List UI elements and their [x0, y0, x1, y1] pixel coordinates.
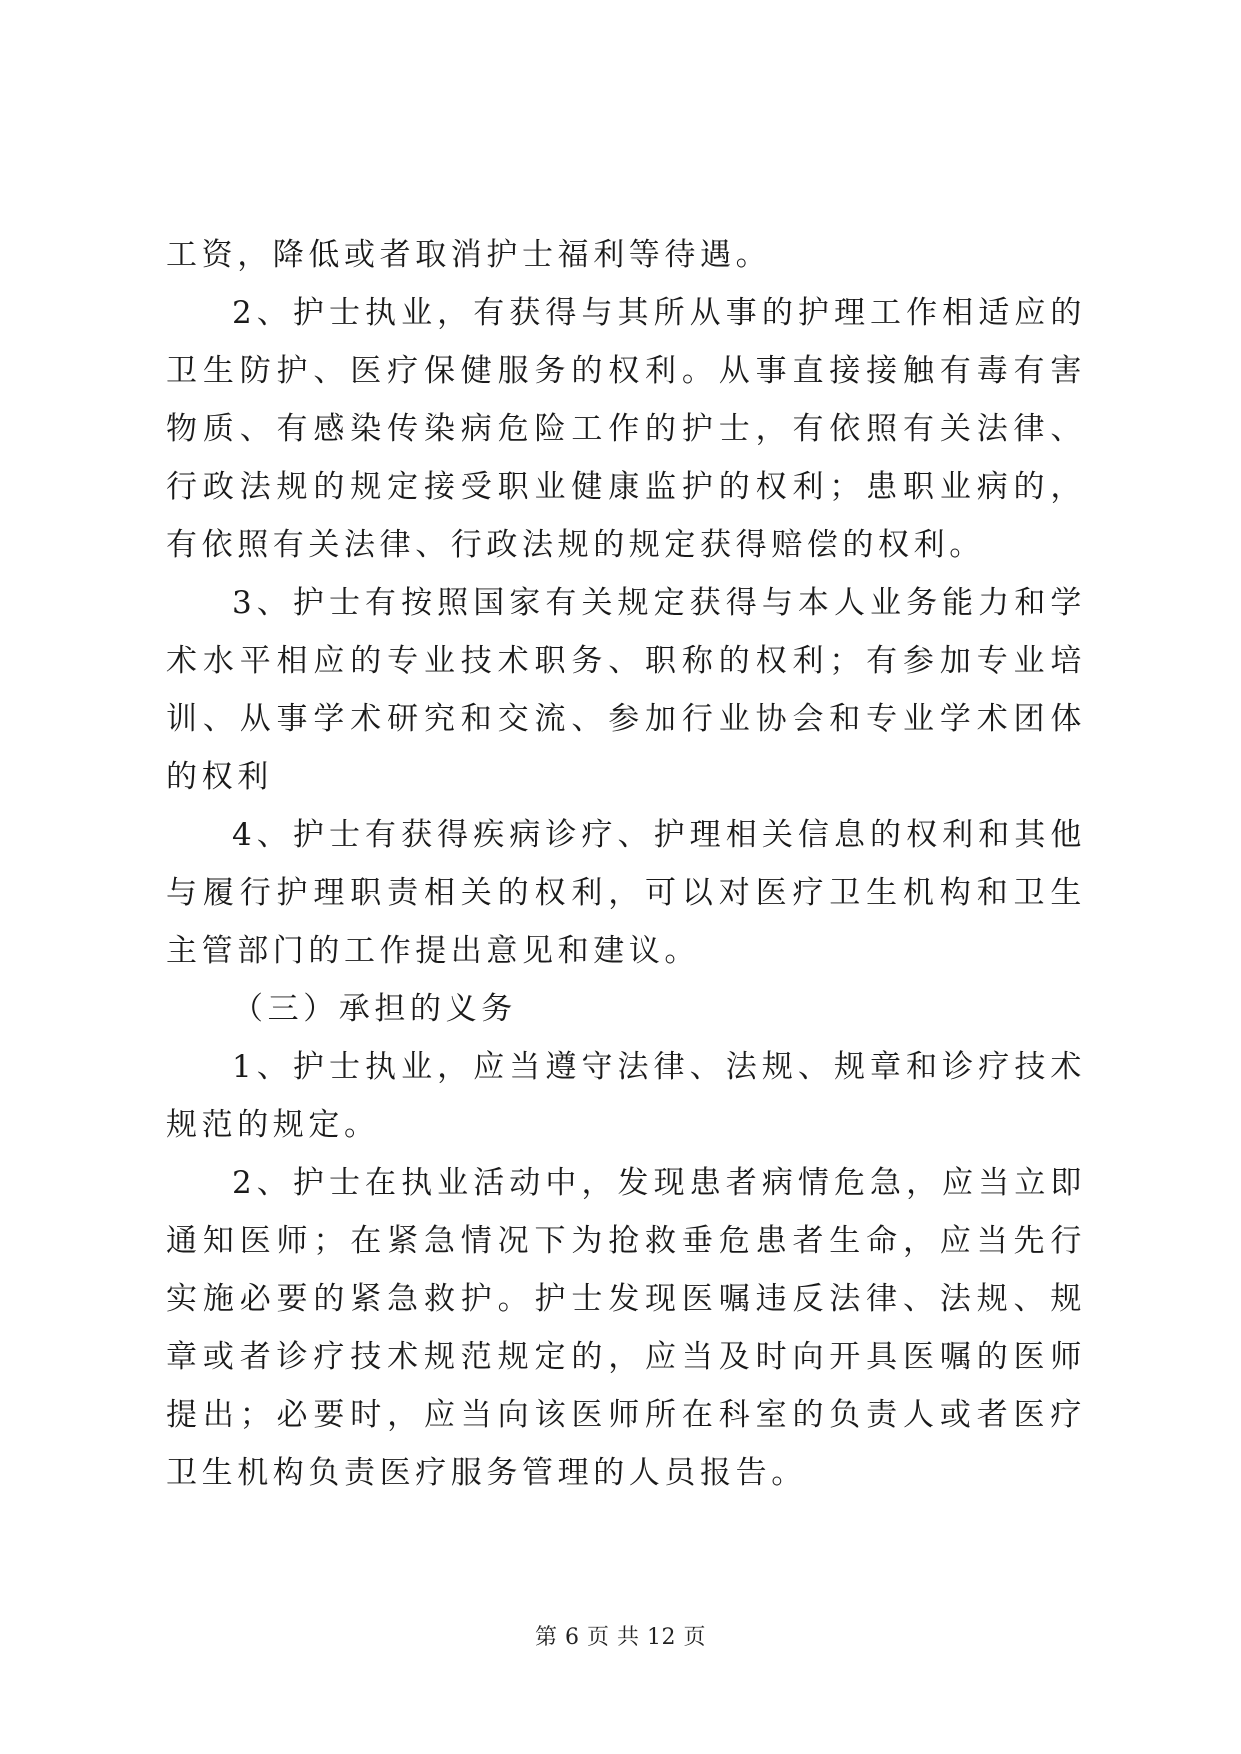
- page-footer: [0, 1620, 1241, 1651]
- paragraph-right-4: 4、护士有获得疾病诊疗、护理相关信息的权利和其他与履行护理职责相关的权利，可以对医疗卫生机构和卫生主管部门的工作提出意见和建议。: [166, 817, 1086, 969]
- section-heading-obligations: （三）承担的义务: [232, 991, 517, 1027]
- paragraph-obligation-2: 2、护士在执业活动中，发现患者病情危急，应当立即通知医师；在紧急情况下为抢救垂危患者生命，应当先行实施必要的紧急救护。护士发现医嘱违反法律、法规、规章或者诊疗技术规范规定的，应当及时向开具医嘱的医师提出；必要时，应当向该医师所在科室的负责人或者医疗卫生机构负责医疗服务管理的人员报告。: [166, 1165, 1086, 1491]
- paragraph-continuation: 工资，降低或者取消护士福利等待遇。: [166, 237, 772, 273]
- paragraph-obligation-1: 1、护士执业，应当遵守法律、法规、规章和诊疗技术规范的规定。: [166, 1049, 1086, 1143]
- document-body: [166, 226, 1086, 1502]
- paragraph-right-2: 2、护士执业，有获得与其所从事的护理工作相适应的卫生防护、医疗保健服务的权利。从事直接接触有毒有害物质、有感染传染病危险工作的护士，有依照有关法律、行政法规的规定接受职业健康监护的权利；患职业病的，有依照有关法律、行政法规的规定获得赔偿的权利。: [166, 295, 1086, 563]
- page-number-label: 第 6 页 共 12 页: [535, 1625, 706, 1650]
- paragraph-right-3: 3、护士有按照国家有关规定获得与本人业务能力和学术水平相应的专业技术职务、职称的权利；有参加专业培训、从事学术研究和交流、参加行业协会和专业学术团体的权利: [166, 585, 1086, 795]
